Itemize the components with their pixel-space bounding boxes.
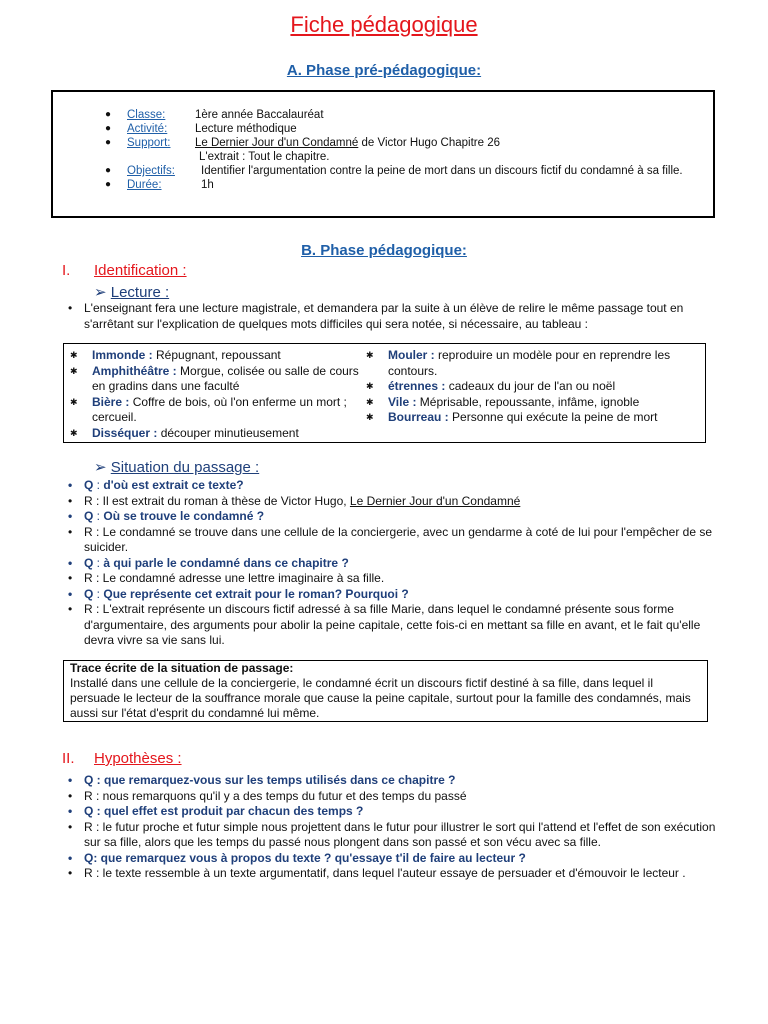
bullet-icon: ●	[105, 165, 112, 176]
answer-item: • R : L'extrait représente un discours fictif adressé à sa fille Marie, dans lequel le condamné présente sous forme d'argumentaire, des arguments pour abolir la peine capitale, cette fois-ci en mettant sa fille en avant, et le fait qu'elle devra vivre sa vie sans lui.	[64, 602, 719, 649]
lecture-heading: ➢ Lecture :	[94, 284, 170, 301]
bullet-icon: ●	[105, 109, 112, 120]
asterisk-icon: ✱	[70, 350, 78, 360]
vocab-item: ✱ Bourreau : Personne qui exécute la peine de mort	[366, 410, 658, 424]
situation-heading: ➢ Situation du passage :	[94, 459, 260, 476]
vocab-item: ✱ Bière : Coffre de bois, où l'on enferme un mort ; cercueil.	[70, 394, 347, 424]
asterisk-icon: ✱	[366, 350, 374, 360]
vocabulary-left-column	[64, 348, 364, 441]
trace-text: Installé dans une cellule de la conciergerie, le condamné écrit un discours fictif destiné à sa fille, dans lequel il persuade le lecteur de la souffrance morale que cause la peine capitale, surtout pour la famille des condamnés, mais aussi sur l'état d'esprit du condamné lui même.	[70, 676, 691, 720]
answer-item: • R : Le condamné adresse une lettre imaginaire à sa fille.	[64, 571, 719, 587]
list-item: ● Objectifs: Identifier l'argumentation contre la peine de mort dans un discours fictif du condamné à sa fille.	[105, 165, 683, 177]
situation-qa-list	[64, 478, 719, 649]
list-item: ● Classe: 1ère année Baccalauréat	[105, 109, 324, 121]
arrow-icon: ➢	[94, 459, 107, 476]
answer-item: • R : nous remarquons qu'il y a des temps du futur et des temps du passé	[64, 789, 719, 805]
list-item: ● Durée: 1h	[105, 179, 214, 191]
asterisk-icon: ✱	[366, 396, 374, 407]
trace-title: Trace écrite de la situation de passage:	[70, 661, 294, 675]
vocabulary-right-column	[360, 348, 700, 426]
question-item: • Q : que remarquez-vous sur les temps utilisés dans ce chapitre ?	[64, 773, 719, 789]
asterisk-icon: ✱	[70, 396, 78, 407]
lecture-text: • L'enseignant fera une lecture magistrale, et demandera par la suite à un élève de relire le même passage tout en s'arrêtant sur l'explication de quelques mots difficiles qui sera notée, si nécessaire, au tableau :	[64, 301, 714, 332]
phase-a-list	[53, 108, 713, 192]
bullet-icon: ●	[105, 123, 112, 134]
asterisk-icon: ✱	[70, 365, 78, 376]
answer-item: • R : le futur proche et futur simple nous projettent dans le futur pour illustrer le sort qui l'attend et l'effet de son exécution sur sa fille, alors que les temps du passé nous plongent dans son passé et son vécu avec sa fille.	[64, 820, 719, 851]
list-item: ● Activité: Lecture méthodique	[105, 123, 297, 135]
phase-a-heading: A. Phase pré-pédagogique:	[286, 62, 482, 79]
hypotheses-qa-list	[64, 773, 719, 882]
question-item: • Q : Où se trouve le condamné ?	[64, 509, 719, 525]
vocab-item: ✱ Vile : Méprisable, repoussante, infâme, ignoble	[366, 394, 640, 409]
answer-item: • R : le texte ressemble à un texte argumentatif, dans lequel l'auteur essaye de persuader et d'émouvoir le lecteur .	[64, 866, 719, 882]
asterisk-icon: ✱	[366, 381, 374, 391]
vocab-item: ✱ Immonde : Répugnant, repoussant	[70, 348, 281, 362]
answer-item: • R : Il est extrait du roman à thèse de Victor Hugo, Le Dernier Jour d'un Condamné	[64, 494, 719, 510]
bullet-icon: ●	[105, 179, 112, 190]
section-hypotheses-heading: II. Hypothèses :	[62, 750, 182, 767]
question-item: • Q: que remarquez vous à propos du texte ? qu'essaye t'il de faire au lecteur ?	[64, 851, 719, 867]
vocab-item: ✱ Mouler : reproduire un modèle pour en reprendre les contours.	[366, 348, 671, 378]
question-item: • Q : d'où est extrait ce texte?	[64, 478, 719, 494]
list-item: ● Support: Le Dernier Jour d'un Condamné de Victor Hugo Chapitre 26	[105, 137, 501, 149]
bullet-icon: ●	[105, 137, 112, 148]
question-item: • Q : Que représente cet extrait pour le roman? Pourquoi ?	[64, 587, 719, 603]
page-title: Fiche pédagogique	[290, 12, 478, 37]
asterisk-icon: ✱	[366, 412, 374, 422]
trace-box	[63, 660, 708, 722]
answer-item: • R : Le condamné se trouve dans une cellule de la conciergerie, avec un gendarme à coté de lui pour l'empêcher de se suicider.	[64, 525, 719, 556]
question-item: • Q : à qui parle le condamné dans ce chapitre ?	[64, 556, 719, 572]
vocabulary-box	[63, 343, 706, 443]
phase-a-box	[51, 90, 715, 218]
arrow-icon: ➢	[94, 284, 107, 301]
vocab-item: ✱ Disséquer : découper minutieusement	[70, 425, 299, 440]
book-title-link: Le Dernier Jour d'un Condamné	[195, 137, 359, 149]
vocab-item: ✱ étrennes : cadeaux du jour de l'an ou noël	[366, 379, 616, 393]
vocab-item: ✱ Amphithéâtre : Morgue, colisée ou salle de cours en gradins dans une faculté	[70, 363, 359, 393]
list-item-continuation: L'extrait : Tout le chapitre.	[199, 151, 330, 163]
section-identification-heading: I. Identification :	[62, 262, 187, 279]
phase-b-heading: B. Phase pédagogique:	[301, 242, 467, 259]
question-item: • Q : quel effet est produit par chacun des temps ?	[64, 804, 719, 820]
asterisk-icon: ✱	[70, 427, 78, 438]
